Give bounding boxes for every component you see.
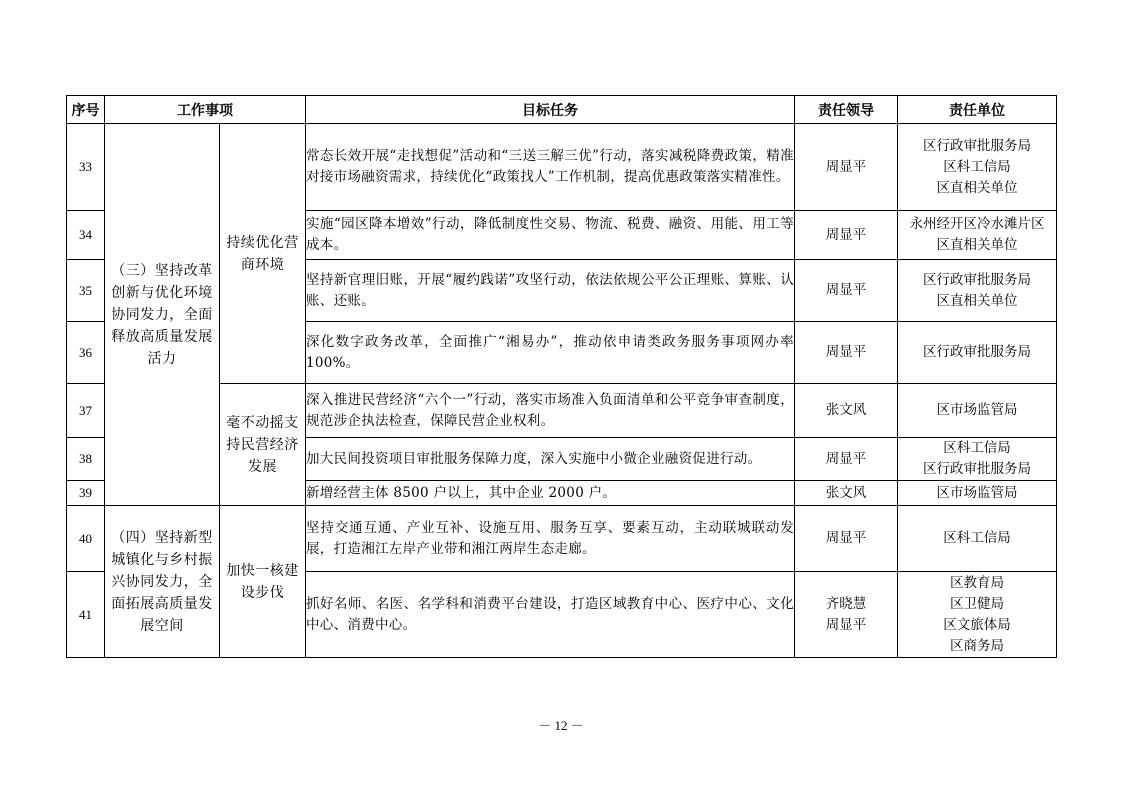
subgroup-cell: 毫不动摇支持民营经济发展 [220,384,306,506]
target-task: 坚持新官理旧账，开展“履约践诺”攻坚行动，依法依规公平公正理账、算账、认账、还账。 [306,260,795,322]
leader-cell [795,572,898,658]
unit-name: 区文旅体局 [943,616,1011,633]
target-task: 实施“园区降本增效”行动，降低制度性交易、物流、税费、融资、用能、用工等成本。 [306,211,795,260]
unit-name: 区商务局 [950,637,1004,654]
header-seq: 序号 [67,96,105,124]
unit-name: 区行政审批服务局 [923,137,1031,154]
leader-name: 周显平 [825,158,867,175]
table-row [67,506,1057,572]
target-task: 抓好名师、名医、名学科和消费平台建设，打造区域教育中心、医疗中心、文化中心、消费中心。 [306,572,795,658]
unit-name: 区科工信局 [943,158,1011,175]
unit-cell [898,322,1057,384]
target-task: 加大民间投资项目审批服务保障力度，深入实施中小微企业融资促进行动。 [306,438,795,481]
row-number: 38 [67,438,105,481]
leader-cell [795,506,898,572]
row-number: 37 [67,384,105,438]
leader-name: 张文风 [825,484,867,501]
row-number: 34 [67,211,105,260]
header-leader: 责任领导 [795,96,898,124]
unit-name: 区市场监管局 [936,484,1018,501]
leader-cell [795,384,898,438]
header-unit: 责任单位 [898,96,1057,124]
leader-name: 周显平 [825,450,867,467]
target-task: 常态长效开展“走找想促”活动和“三送三解三优”行动，落实减税降费政策，精准对接市场融资需求，持续优化“政策找人”工作机制，提高优惠政策落实精准性。 [306,124,795,211]
group-cell: （四）坚持新型城镇化与乡村振兴协同发力，全面拓展高质量发展空间 [105,506,220,658]
unit-cell [898,124,1057,211]
page-number: － 12 － [538,718,584,733]
row-number: 36 [67,322,105,384]
row-number: 41 [67,572,105,658]
unit-cell [898,211,1057,260]
unit-cell [898,572,1057,658]
row-number: 35 [67,260,105,322]
leader-name: 周显平 [825,530,867,546]
header-work-item: 工作事项 [105,96,306,124]
leader-name: 周显平 [825,226,867,243]
unit-name: 永州经开区冷水滩片区 [909,216,1045,232]
unit-name: 区行政审批服务局 [923,461,1031,477]
unit-name: 区市场监管局 [936,402,1018,418]
row-number: 33 [67,124,105,211]
task-table [66,95,1057,658]
unit-cell [898,260,1057,322]
header-target: 目标任务 [306,96,795,124]
unit-cell [898,506,1057,572]
leader-cell [795,211,898,260]
leader-name: 周显平 [825,282,867,298]
unit-name: 区行政审批服务局 [923,271,1031,288]
unit-name: 区科工信局 [943,440,1011,456]
row-number: 39 [67,481,105,506]
row-number: 40 [67,506,105,572]
unit-name: 区直相关单位 [936,292,1018,309]
group-cell: （三）坚持改革创新与优化环境协同发力，全面释放高质量发展活力 [105,124,220,506]
unit-cell [898,384,1057,438]
leader-cell [795,481,898,506]
target-task: 新增经营主体 8500 户以上，其中企业 2000 户。 [306,481,795,506]
leader-cell [795,438,898,481]
unit-cell [898,481,1057,506]
unit-name: 区卫健局 [950,595,1004,612]
leader-name: 齐晓慧 [825,595,867,612]
table-header-row [67,96,1057,124]
unit-name: 区科工信局 [943,530,1011,546]
unit-name: 区教育局 [950,574,1004,591]
target-task: 坚持交通互通、产业互补、设施互用、服务互享、要素互动，主动联城联动发展，打造湘江左岸产业带和湘江两岸生态走廊。 [306,506,795,572]
subgroup-cell: 持续优化营商环境 [220,124,306,384]
leader-name: 张文风 [825,402,867,418]
leader-cell [795,124,898,211]
unit-name: 区行政审批服务局 [923,344,1031,360]
target-task: 深入推进民营经济“六个一”行动，落实市场准入负面清单和公平竞争审查制度，规范涉企执法检查，保障民营企业权利。 [306,384,795,438]
table-row [67,124,1057,211]
leader-cell [795,322,898,384]
leader-name: 周显平 [825,616,867,633]
unit-name: 区直相关单位 [936,179,1018,196]
unit-name: 区直相关单位 [936,237,1018,253]
leader-name: 周显平 [825,344,867,360]
subgroup-cell: 加快一核建设步伐 [220,506,306,658]
unit-cell [898,438,1057,481]
leader-cell [795,260,898,322]
target-task: 深化数字政务改革，全面推广“湘易办”，推动依申请类政务服务事项网办率 100%。 [306,322,795,384]
